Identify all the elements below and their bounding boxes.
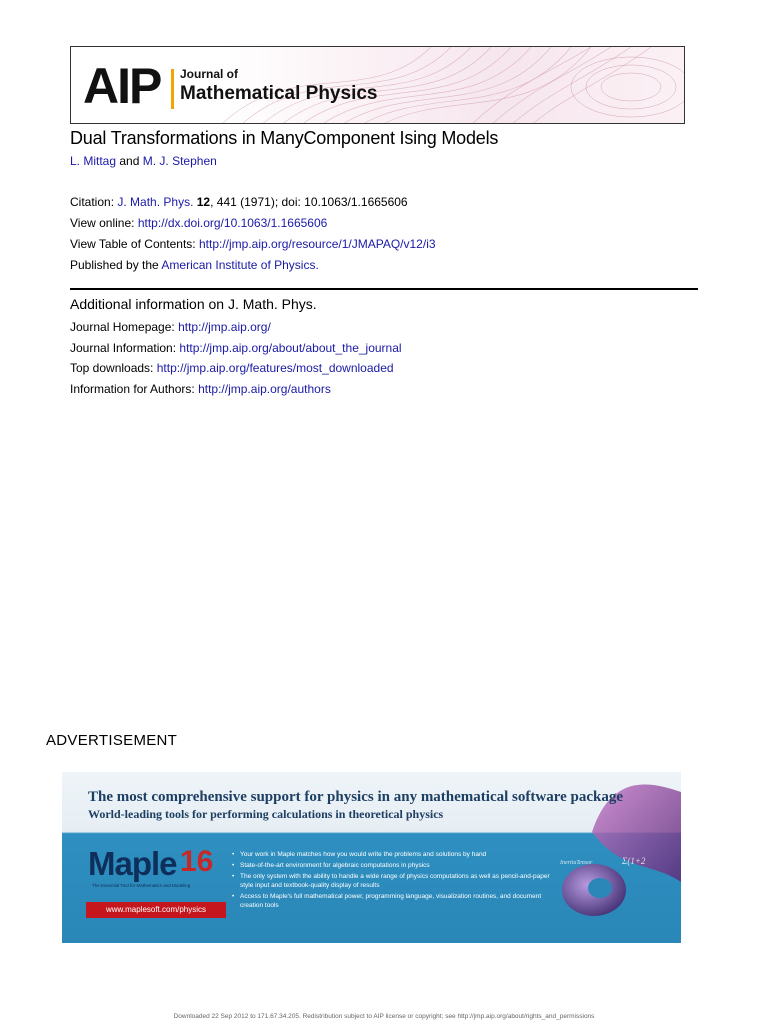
view-online-label: View online:	[70, 216, 135, 230]
citation-line	[70, 195, 408, 209]
view-online-line	[70, 216, 327, 230]
ad-feature-item: • Access to Maple's full mathematical power, programming language, visualization routines, and document creation tools	[232, 892, 552, 910]
author-list	[70, 154, 217, 168]
download-footer: Downloaded 22 Sep 2012 to 171.67.34.205. Redistribution subject to AIP license or copyright; see http://jmp.aip.org/about/rights_and_permissions	[173, 1013, 595, 1020]
info-item	[70, 320, 271, 334]
view-online-link[interactable]: http://dx.doi.org/10.1063/1.1665606	[137, 216, 328, 230]
maple-version: 16	[180, 845, 214, 878]
info-item	[70, 361, 394, 375]
ad-feature-item: • The only system with the ability to handle a wide range of physics computations as well as pencil-and-paper style input and textbook-quality display of results	[232, 872, 552, 890]
publisher-link[interactable]: American Institute of Physics.	[161, 258, 319, 272]
info-item-label: Journal Information:	[70, 341, 177, 355]
aip-logo: AIP	[83, 58, 161, 114]
logo-divider	[171, 69, 174, 109]
journal-of-label: Journal of	[180, 67, 239, 81]
article-title: Dual Transformations in ManyComponent Ising Models	[70, 128, 499, 148]
view-toc-label: View Table of Contents:	[70, 237, 196, 251]
view-toc-line	[70, 237, 436, 251]
info-item	[70, 341, 402, 355]
journal-homepage-link[interactable]: http://jmp.aip.org/	[178, 320, 271, 334]
citation-journal-link[interactable]: J. Math. Phys.	[117, 195, 194, 209]
svg-text:InertiaTensor: InertiaTensor	[560, 860, 593, 866]
ad-subheadline: World-leading tools for performing calculations in theoretical physics	[88, 807, 444, 821]
maple-tagline: The Essential Tool for Mathematics and Modeling	[92, 883, 191, 888]
author-connector: and	[119, 154, 140, 168]
maple-logo: Maple	[88, 845, 177, 882]
authors-info-link[interactable]: http://jmp.aip.org/authors	[198, 382, 331, 396]
info-item-label: Top downloads:	[70, 361, 154, 375]
journal-name: Mathematical Physics	[180, 83, 378, 104]
section-divider	[70, 288, 698, 290]
view-toc-link[interactable]: http://jmp.aip.org/resource/1/JMAPAQ/v12/i3	[198, 237, 436, 251]
author-link-stephen[interactable]: M. J. Stephen	[142, 154, 217, 168]
info-item-label: Journal Homepage:	[70, 320, 175, 334]
citation-details: , 441 (1971); doi: 10.1063/1.1665606	[210, 195, 408, 209]
published-label: Published by the	[70, 258, 159, 272]
citation-label: Citation:	[70, 195, 115, 209]
info-item	[70, 382, 331, 396]
ad-headline: The most comprehensive support for physics in any mathematical software package	[88, 789, 623, 805]
maple-advertisement[interactable]	[62, 772, 681, 943]
maplesoft-link-button[interactable]: www.maplesoft.com/physics	[86, 902, 226, 918]
ad-feature-item: • Your work in Maple matches how you would write the problems and solutions by hand	[232, 850, 552, 859]
advertisement-label: ADVERTISEMENT	[46, 732, 178, 749]
ad-feature-list	[232, 850, 552, 912]
citation-volume: 12	[196, 195, 211, 209]
journal-information-link[interactable]: http://jmp.aip.org/about/about_the_journal	[179, 341, 402, 355]
banner-swirl-decoration	[71, 47, 685, 124]
svg-text:Σ(1+2: Σ(1+2	[622, 856, 646, 866]
author-link-mittag[interactable]: L. Mittag	[70, 154, 117, 168]
info-item-label: Information for Authors:	[70, 382, 195, 396]
published-line	[70, 258, 319, 272]
additional-info-title: Additional information on J. Math. Phys.	[70, 296, 317, 312]
top-downloads-link[interactable]: http://jmp.aip.org/features/most_downloaded	[156, 361, 394, 375]
ad-feature-item: • State-of-the-art environment for algebraic computations in physics	[232, 861, 552, 870]
journal-banner	[70, 46, 685, 124]
